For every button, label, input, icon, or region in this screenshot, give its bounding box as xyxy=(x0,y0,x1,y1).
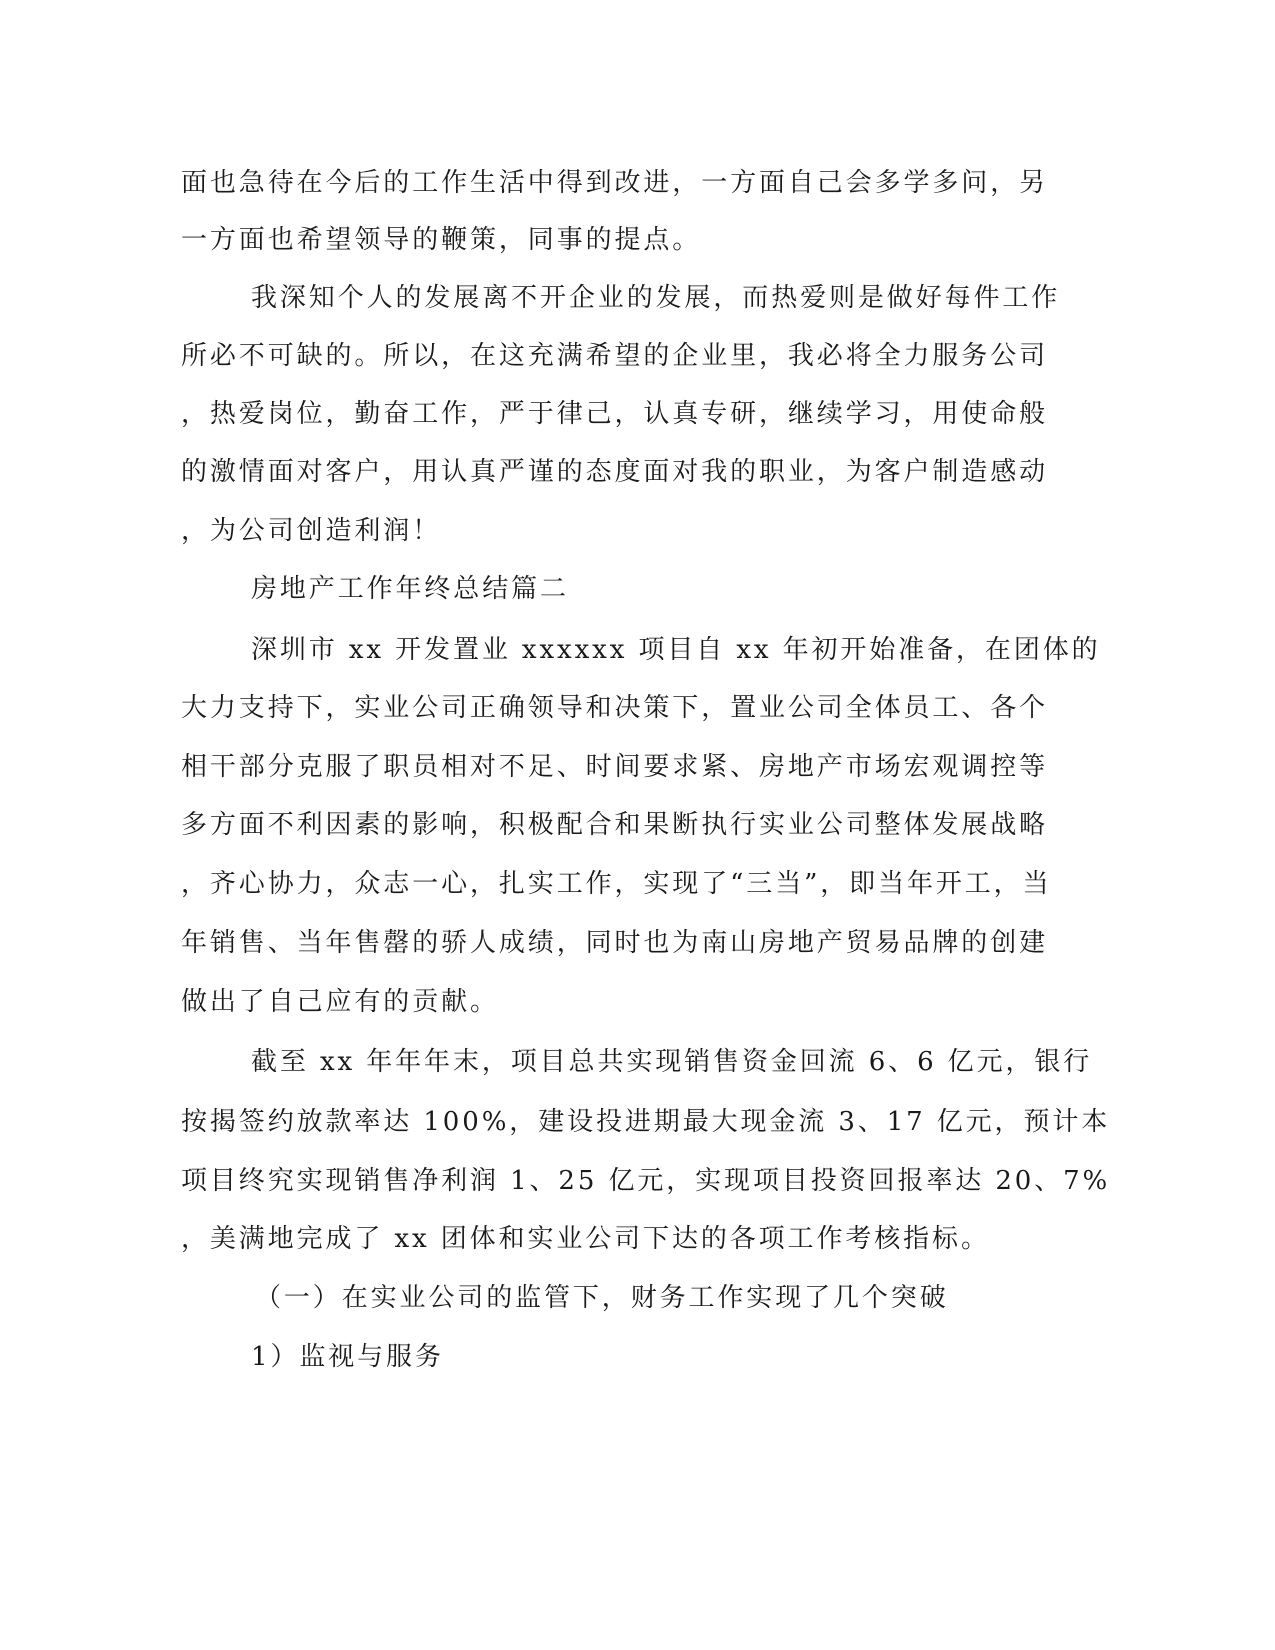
paragraph-line: 的激情面对客户，用认真严谨的态度面对我的职业，为客户制造感动 xyxy=(181,457,1049,487)
paragraph-line: 多方面不利因素的影响，积极配合和果断执行实业公司整体发展战略 xyxy=(181,810,1049,840)
paragraph-line: 相干部分克服了职员相对不足、时间要求紧、房地产市场宏观调控等 xyxy=(181,752,1049,782)
paragraph-line: ，齐心协力，众志一心，扎实工作，实现了“三当”，即当年开工，当 xyxy=(181,869,1052,899)
paragraph-line: ，为公司创造利润！ xyxy=(181,516,442,546)
paragraph-line: 所必不可缺的。所以，在这充满希望的企业里，我必将全力服务公司 xyxy=(181,341,1049,371)
paragraph-line: 项目终究实现销售净利润 1、25 亿元，实现项目投资回报率达 20、7% xyxy=(181,1166,1111,1196)
list-item: 1）监视与服务 xyxy=(251,1342,444,1372)
subsection-heading: （一）在实业公司的监管下，财务工作实现了几个突破 xyxy=(255,1283,949,1313)
paragraph-line: ，美满地完成了 xx 团体和实业公司下达的各项工作考核指标。 xyxy=(181,1224,990,1254)
paragraph-line: 按揭签约放款率达 100%，建设投进期最大现金流 3、17 亿元，预计本 xyxy=(181,1107,1111,1137)
paragraph-line: 我深知个人的发展离不开企业的发展，而热爱则是做好每件工作 xyxy=(251,283,1061,313)
paragraph-line: 做出了自己应有的贡献。 xyxy=(181,987,499,1017)
paragraph-line: 一方面也希望领导的鞭策，同事的提点。 xyxy=(181,225,702,255)
paragraph-line: 大力支持下，实业公司正确领导和决策下，置业公司全体员工、各个 xyxy=(181,693,1049,723)
paragraph-line: 年销售、当年售罄的骄人成绩，同时也为南山房地产贸易品牌的创建 xyxy=(181,928,1049,958)
paragraph-line: 面也急待在今后的工作生活中得到改进，一方面自己会多学多问，另 xyxy=(181,168,1049,198)
paragraph-line: ，热爱岗位，勤奋工作，严于律己，认真专研，继续学习，用使命般 xyxy=(181,399,1049,429)
paragraph-line: 截至 xx 年年年末，项目总共实现销售资金回流 6、6 亿元，银行 xyxy=(251,1047,1093,1077)
section-heading: 房地产工作年终总结篇二 xyxy=(251,574,569,604)
paragraph-line: 深圳市 xx 开发置业 xxxxxx 项目自 xx 年初开始准备，在团体的 xyxy=(251,635,1101,665)
